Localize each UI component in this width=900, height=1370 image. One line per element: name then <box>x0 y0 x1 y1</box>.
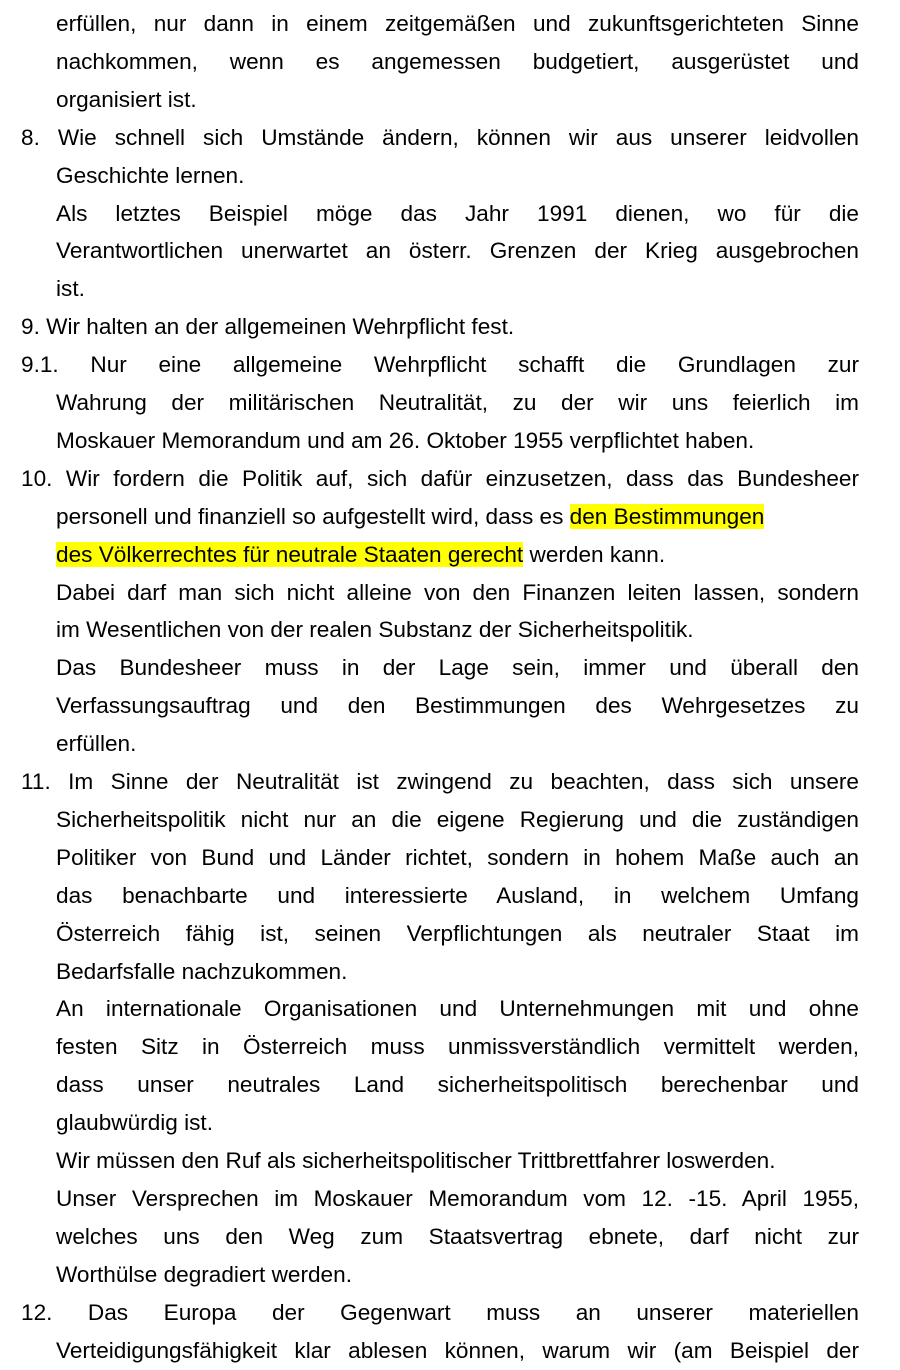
text-line: 10. Wir fordern die Politik auf, sich dafür einzusetzen, dass das Bundesheer <box>21 465 859 491</box>
text-line: Bedarfsfalle nachzukommen. <box>56 958 348 984</box>
text-line: ist. <box>56 276 85 302</box>
text-line: Moskauer Memorandum und am 26. Oktober 1955 verpflichtet haben. <box>56 427 755 453</box>
text-line: erfüllen. <box>56 731 137 757</box>
highlighted-text: den Bestimmungen <box>569 503 765 529</box>
text-line: 11. Im Sinne der Neutralität ist zwingend zu beachten, dass sich unsere <box>21 769 859 794</box>
text-line: Verteidigungsfähigkeit klar ablesen können, warum wir (am Beispiel der <box>56 1337 859 1363</box>
text-line: Wahrung der militärischen Neutralität, zu der wir uns feierlich im <box>56 390 859 415</box>
text-line: 9.1. Nur eine allgemeine Wehrpflicht schafft die Grundlagen zur <box>21 352 859 378</box>
text-line: Verfassungsauftrag und den Bestimmungen des Wehrgesetzes zu <box>56 693 859 719</box>
text-line: Das Bundesheer muss in der Lage sein, immer und überall den <box>56 655 859 681</box>
highlighted-text: des Völkerrechtes für neutrale Staaten gerecht <box>56 541 524 567</box>
text-line: organisiert ist. <box>56 86 197 112</box>
text-line: An internationale Organisationen und Unternehmungen mit und ohne <box>56 996 859 1022</box>
text-line: 9. Wir halten an der allgemeinen Wehrpflicht fest. <box>21 314 515 340</box>
text-line: Geschichte lernen. <box>56 162 245 188</box>
text-line: Wir müssen den Ruf als sicherheitspolitischer Trittbrettfahrer loswerden. <box>56 1148 776 1173</box>
text-line: nachkommen, wenn es angemessen budgetiert, ausgerüstet und <box>56 48 859 74</box>
text-line <box>56 498 859 536</box>
text-line: 8. Wie schnell sich Umstände ändern, können wir aus unserer leidvollen <box>21 124 859 150</box>
text-line: dass unser neutrales Land sicherheitspolitisch berechenbar und <box>56 1072 859 1098</box>
text-line <box>56 536 859 574</box>
line-text: personell und finanziell so aufgestellt wird, dass es <box>56 503 570 529</box>
text-line: Politiker von Bund und Länder richtet, sondern in hohem Maße auch an <box>56 844 859 870</box>
text-line: glaubwürdig ist. <box>56 1110 213 1136</box>
text-line: Als letztes Beispiel möge das Jahr 1991 dienen, wo für die <box>56 200 859 226</box>
text-line: Österreich fähig ist, seinen Verpflichtungen als neutraler Staat im <box>56 920 859 946</box>
text-line: Worthülse degradiert werden. <box>56 1261 352 1287</box>
text-line: 12. Das Europa der Gegenwart muss an unserer materiellen <box>21 1299 859 1325</box>
text-line: das benachbarte und interessierte Ausland, in welchem Umfang <box>56 882 859 908</box>
text-line: erfüllen, nur dann in einem zeitgemäßen und zukunftsgerichteten Sinne <box>56 11 859 36</box>
text-line: Unser Versprechen im Moskauer Memorandum vom 12. -15. April 1955, <box>56 1185 859 1211</box>
text-line: Sicherheitspolitik nicht nur an die eigene Regierung und die zuständigen <box>56 806 859 832</box>
line-text: werden kann. <box>523 541 666 567</box>
text-line: Dabei darf man sich nicht alleine von den Finanzen leiten lassen, sondern <box>56 579 859 605</box>
text-line: Verantwortlichen unerwartet an österr. Grenzen der Krieg ausgebrochen <box>56 238 859 264</box>
text-line: welches uns den Weg zum Staatsvertrag ebnete, darf nicht zur <box>56 1223 859 1249</box>
text-line: im Wesentlichen von der realen Substanz der Sicherheitspolitik. <box>56 617 694 643</box>
text-line: festen Sitz in Österreich muss unmissverständlich vermittelt werden, <box>56 1034 859 1060</box>
